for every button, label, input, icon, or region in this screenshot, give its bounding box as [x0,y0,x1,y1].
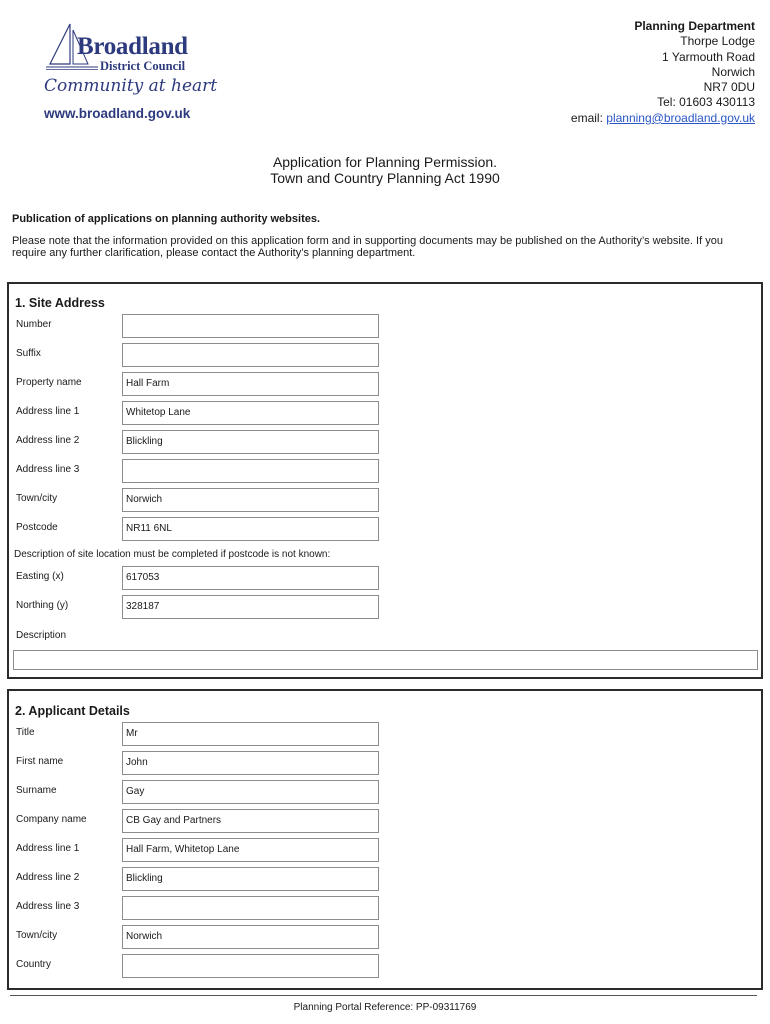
property-name-field[interactable]: Hall Farm [122,372,379,396]
logo-website[interactable]: www.broadland.gov.uk [44,106,191,121]
company-name-field[interactable]: CB Gay and Partners [122,809,379,833]
title-line-2: Town and Country Planning Act 1990 [270,170,500,186]
department-name: Planning Department [634,19,755,33]
email-link[interactable]: planning@broadland.gov.uk [606,110,755,125]
field-label: Easting (x) [16,571,64,582]
northing-field[interactable]: 328187 [122,595,379,619]
address-line-1-field[interactable]: Whitetop Lane [122,401,379,425]
department-address [571,19,755,126]
postcode-field[interactable]: NR11 6NL [122,517,379,541]
form-row [9,809,761,833]
address-line: Norwich [711,64,755,79]
field-label: Number [16,319,52,330]
easting-field[interactable]: 617053 [122,566,379,590]
field-label: Address line 3 [16,464,80,475]
address-line: Thorpe Lodge [680,34,755,49]
form-row [9,488,761,512]
form-row [9,430,761,454]
form-row [9,314,761,338]
town-city-field[interactable]: Norwich [122,488,379,512]
field-label: Northing (y) [16,600,69,611]
field-label: First name [16,756,64,767]
field-label: Postcode [16,522,58,533]
form-row [9,595,761,619]
title-field[interactable]: Mr [122,722,379,746]
section-title: 1. Site Address [15,296,105,310]
field-label: Title [16,727,35,738]
country-field[interactable] [122,954,379,978]
applicant-details-section [7,689,763,990]
form-row [9,459,761,483]
publication-heading: Publication of applications on planning authority websites. [12,213,321,225]
site-address-section [7,282,763,679]
address-line-2-field[interactable]: Blickling [122,867,379,891]
field-label: Property name [16,377,82,388]
field-label: Country [16,959,52,970]
location-note: Description of site location must be completed if postcode is not known: [14,549,331,560]
form-row [9,722,761,746]
address-line-3-field[interactable] [122,459,379,483]
form-row [9,954,761,978]
number-field[interactable] [122,314,379,338]
publication-note: Please note that the information provided on this application form and in supporting documents may be published on the Authority’s website. If you require any further clarification, please contact the Authority’s planning department. [12,235,723,259]
address-line: NR7 0DU [703,80,755,95]
form-row [9,896,761,920]
email-label: email: [570,110,607,125]
town-city-field[interactable]: Norwich [122,925,379,949]
portal-reference: Planning Portal Reference: PP-09311769 [293,1002,477,1013]
form-row [9,867,761,891]
address-line-2-field[interactable]: Blickling [122,430,379,454]
field-label: Address line 2 [16,435,80,446]
field-label: Address line 1 [16,406,80,417]
field-label: Suffix [16,348,41,359]
logo-council: District Council [100,59,186,73]
section-title: 2. Applicant Details [15,704,130,718]
form-row [9,401,761,425]
footer-divider [10,995,757,996]
form-row [9,372,761,396]
field-label: Company name [16,814,87,825]
department-tel: Tel: 01603 430113 [657,95,755,110]
document-title [0,154,770,186]
field-label: Town/city [16,930,58,941]
form-row [9,566,761,590]
description-field[interactable] [13,650,758,670]
form-row [9,517,761,541]
address-line: 1 Yarmouth Road [662,49,755,64]
form-row [9,838,761,862]
logo-tagline: Community at heart [44,76,218,96]
field-label: Address line 3 [16,901,80,912]
council-logo [40,20,230,125]
first-name-field[interactable]: John [122,751,379,775]
department-email [571,111,755,126]
form-row [9,780,761,804]
description-label: Description [16,630,67,641]
field-label: Address line 1 [16,843,80,854]
form-row [9,751,761,775]
logo-name: Broadland [77,33,188,60]
field-label: Address line 2 [16,872,80,883]
address-line-1-field[interactable]: Hall Farm, Whitetop Lane [122,838,379,862]
surname-field[interactable]: Gay [122,780,379,804]
address-line-3-field[interactable] [122,896,379,920]
form-row [9,343,761,367]
title-line-1: Application for Planning Permission. [272,154,498,170]
form-row [9,925,761,949]
suffix-field[interactable] [122,343,379,367]
field-label: Surname [16,785,57,796]
field-label: Town/city [16,493,58,504]
